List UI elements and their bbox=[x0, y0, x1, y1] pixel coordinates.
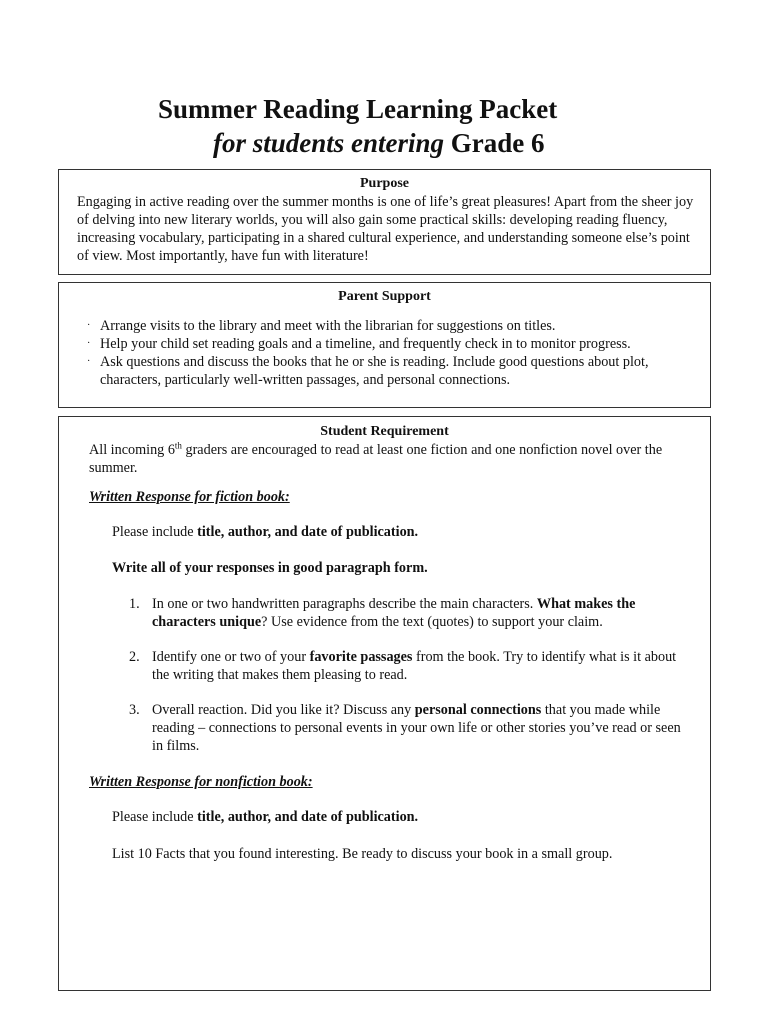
parent-support-heading: Parent Support bbox=[338, 289, 431, 304]
list-item bbox=[129, 595, 690, 631]
list-item-text: Arrange visits to the library and meet with the librarian for suggestions on titles. bbox=[100, 318, 556, 334]
fiction-prompt-list bbox=[129, 595, 690, 772]
item-text: from the book. Try to identify what is it about the writing that makes them pleasing to read. bbox=[152, 649, 677, 683]
bullet-icon: · bbox=[87, 338, 91, 349]
bullet-icon: · bbox=[87, 356, 91, 367]
student-requirement-heading: Student Requirement bbox=[320, 424, 449, 439]
list-item bbox=[87, 353, 698, 389]
item-emphasis: What makes the characters unique bbox=[152, 596, 636, 630]
purpose-text: Engaging in active reading over the summer months is one of life’s great pleasures! Apart from the sheer joy of delving into new literary worlds, you will also gain some practical skills: developing reading fluency, increasing vocabulary, participating in a shared cultural experience, and understanding someone else’s point of view. Most importantly, have fun with literature! bbox=[77, 194, 694, 264]
include-details: title, author, and date of publication. bbox=[197, 809, 419, 825]
list-item bbox=[87, 317, 698, 335]
nonfiction-facts-instruction: List 10 Facts that you found interesting. Be ready to discuss your book in a small group. bbox=[112, 846, 613, 862]
item-emphasis: favorite passages bbox=[309, 649, 413, 665]
include-details: title, author, and date of publication. bbox=[197, 524, 419, 540]
paragraph-form-instruction: Write all of your responses in good paragraph form. bbox=[112, 560, 428, 576]
include-label: Please include bbox=[112, 524, 198, 540]
item-text: In one or two handwritten paragraphs describe the main characters. bbox=[152, 596, 537, 612]
item-text: that you made while reading – connections to personal events in your own life or other stories you’ve read or seen in films. bbox=[152, 702, 681, 754]
purpose-heading: Purpose bbox=[360, 176, 409, 191]
list-item-text: Ask questions and discuss the books that he or she is reading. Include good questions about plot, characters, particularly well-written passages, and personal connections. bbox=[100, 354, 649, 388]
bullet-icon: · bbox=[87, 320, 91, 331]
nonfiction-heading: Written Response for nonfiction book: bbox=[89, 774, 313, 790]
item-text: Overall reaction. Did you like it? Discuss any bbox=[152, 702, 415, 718]
include-label: Please include bbox=[112, 809, 198, 825]
item-number: 1. bbox=[129, 596, 140, 612]
student-requirement-box bbox=[58, 416, 711, 991]
page-title: Summer Reading Learning Packet bbox=[158, 94, 558, 124]
item-number: 3. bbox=[129, 702, 140, 718]
page-subtitle bbox=[213, 128, 545, 159]
intro-text-start: All incoming 6 bbox=[89, 442, 175, 458]
item-emphasis: personal connections bbox=[414, 702, 542, 718]
item-number: 2. bbox=[129, 649, 140, 665]
list-item bbox=[129, 701, 690, 755]
list-item bbox=[87, 335, 698, 353]
parent-support-list bbox=[87, 317, 698, 389]
intro-superscript: th bbox=[174, 440, 182, 451]
subtitle-grade: Grade 6 bbox=[450, 128, 545, 158]
parent-support-box bbox=[58, 282, 711, 408]
list-item-text: Help your child set reading goals and a timeline, and frequently check in to monitor progress. bbox=[100, 336, 631, 352]
fiction-heading: Written Response for fiction book: bbox=[89, 489, 290, 505]
item-text: ? Use evidence from the text (quotes) to support your claim. bbox=[261, 614, 603, 630]
purpose-box bbox=[58, 169, 711, 275]
student-requirement-text bbox=[89, 441, 702, 477]
nonfiction-include-line bbox=[112, 809, 418, 826]
fiction-include-line bbox=[112, 524, 418, 541]
list-item bbox=[129, 648, 690, 684]
item-text: Identify one or two of your bbox=[152, 649, 310, 665]
subtitle-italic: for students entering bbox=[213, 128, 445, 158]
intro-text-end: graders are encouraged to read at least one fiction and one nonfiction novel over the summer. bbox=[89, 442, 663, 476]
